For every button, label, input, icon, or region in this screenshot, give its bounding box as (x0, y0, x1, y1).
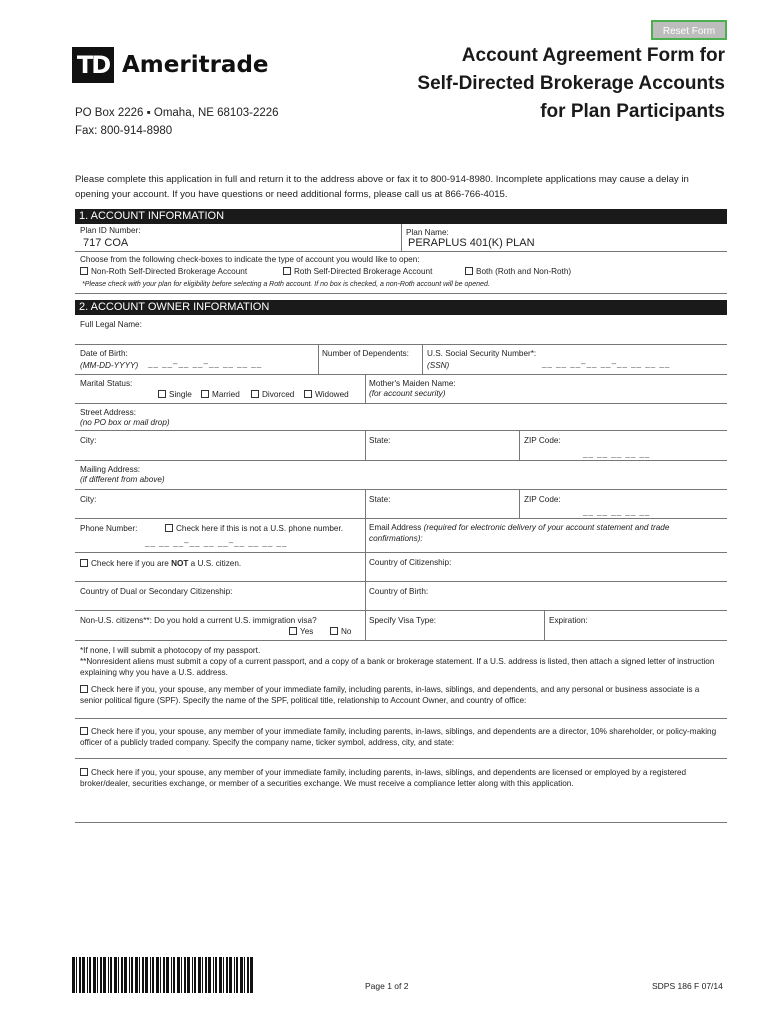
visa-no-option[interactable]: No (330, 626, 351, 637)
zip-field[interactable]: __ __ __ __ __ (583, 449, 651, 458)
checkbox[interactable] (80, 727, 88, 735)
ssn-field[interactable]: __ __ __–__ __–__ __ __ __ (542, 359, 671, 368)
checkbox[interactable] (251, 390, 259, 398)
plan-id-label: Plan ID Number: (80, 226, 141, 235)
checkbox[interactable] (165, 524, 173, 532)
visa-question: Non-U.S. citizens**: Do you hold a current U.S. immigration visa? (80, 616, 317, 625)
mailing-address-sub-label: (if different from above) (80, 475, 165, 484)
maiden-name-sub-label: (for account security) (369, 389, 446, 398)
address-line: PO Box 2226 ▪ Omaha, NE 68103-2226 (75, 107, 279, 119)
logo (72, 47, 269, 83)
marital-status-label: Marital Status: (80, 379, 133, 388)
reset-form-button[interactable]: Reset Form (651, 20, 727, 40)
section-2-header: 2. ACCOUNT OWNER INFORMATION (75, 300, 727, 315)
plan-name-label: Plan Name: (406, 228, 449, 237)
dob-field[interactable]: __ __–__ __–__ __ __ __ (148, 359, 263, 368)
dob-label: Date of Birth: (80, 349, 128, 358)
title-line-1: Account Agreement Form for (461, 45, 725, 66)
checkbox[interactable] (201, 390, 209, 398)
page-number: Page 1 of 2 (365, 981, 409, 991)
checkbox[interactable] (80, 267, 88, 275)
checkbox[interactable] (80, 768, 88, 776)
form-code: SDPS 186 F 07/14 (652, 981, 723, 991)
brand-name: Ameritrade (122, 52, 269, 78)
title-line-2: Self-Directed Brokerage Accounts (417, 73, 725, 94)
section-1-header: 1. ACCOUNT INFORMATION (75, 209, 727, 224)
non-us-phone-option[interactable]: Check here if this is not a U.S. phone number. (165, 523, 343, 534)
checkbox[interactable] (80, 559, 88, 567)
td-logo-mark: TD (72, 47, 114, 83)
visa-type-label: Specify Visa Type: (369, 616, 437, 625)
visa-yes-option[interactable]: Yes (289, 626, 313, 637)
plan-name-field[interactable]: PERAPLUS 401(K) PLAN (408, 237, 535, 249)
expiration-label: Expiration: (549, 616, 588, 625)
marital-widowed[interactable]: Widowed (304, 389, 349, 400)
email-label: Email Address (required for electronic delivery of your account statement and trade confirmations): (369, 523, 670, 543)
checkbox[interactable] (465, 267, 473, 275)
birth-country-label: Country of Birth: (369, 587, 429, 596)
checkbox[interactable] (330, 627, 338, 635)
marital-single[interactable]: Single (158, 389, 192, 400)
phone-label: Phone Number: (80, 524, 138, 533)
option-both[interactable]: Both (Roth and Non-Roth) (465, 266, 571, 277)
checkbox[interactable] (289, 627, 297, 635)
footnote-1: *If none, I will submit a photocopy of my passport. (80, 646, 261, 655)
intro-text: Please complete this application in full and return it to the address above or fax it to 800-914-8980. Incomplete applications may cause a delay in opening your account. If you have questions or need additional forms, please call us at 866-766-4015. (75, 174, 689, 200)
zip-label: ZIP Code: (524, 436, 561, 445)
phone-field[interactable]: __ __ __–__ __ __–__ __ __ __ (145, 538, 288, 547)
mailing-zip-field[interactable]: __ __ __ __ __ (583, 507, 651, 516)
dob-format: (MM-DD-YYYY) (80, 361, 139, 370)
roth-eligibility-note: *Please check with your plan for eligibility before selecting a Roth account. If no box is checked, a non-Roth account will be opened. (82, 281, 490, 288)
street-address-sub-label: (no PO box or mail drop) (80, 418, 170, 427)
director-option[interactable]: Check here if you, your spouse, any member of your immediate family, including parents, in-laws, siblings, and dependents are a director, 10% shareholder, or policy-making officer of a publicly traded company. Specify the company name, ticker symbol, address, city, and state: (80, 727, 717, 747)
fax-line: Fax: 800-914-8980 (75, 125, 173, 137)
mailing-address-label: Mailing Address: (80, 465, 141, 474)
option-roth[interactable]: Roth Self-Directed Brokerage Account (283, 266, 432, 277)
checkbox[interactable] (304, 390, 312, 398)
dual-citizenship-label: Country of Dual or Secondary Citizenship: (80, 587, 233, 596)
spf-option[interactable]: Check here if you, your spouse, any member of your immediate family, including parents, in-laws, siblings, and dependents, and any personal or business associate is a senior political figure (SPF). Specify the name of the SPF, political title, relationship to Account Owner, and country of office: (80, 685, 700, 705)
full-name-label: Full Legal Name: (80, 320, 142, 329)
page-title (417, 42, 725, 126)
street-address-label: Street Address: (80, 408, 136, 417)
checkbox[interactable] (283, 267, 291, 275)
checkbox[interactable] (80, 685, 88, 693)
city-label: City: (80, 436, 97, 445)
dependents-label: Number of Dependents: (322, 349, 409, 358)
ssn-sub-label: (SSN) (427, 361, 450, 370)
mailing-state-label: State: (369, 495, 391, 504)
ssn-label: U.S. Social Security Number*: (427, 349, 537, 358)
not-us-citizen-option[interactable]: Check here if you are NOT a U.S. citizen. (80, 558, 241, 569)
maiden-name-label: Mother's Maiden Name: (369, 379, 456, 388)
marital-married[interactable]: Married (201, 389, 240, 400)
citizenship-label: Country of Citizenship: (369, 558, 452, 567)
mailing-city-label: City: (80, 495, 97, 504)
account-type-instructions: Choose from the following check-boxes to indicate the type of account you would like to open: (80, 255, 420, 264)
broker-option[interactable]: Check here if you, your spouse, any member of your immediate family, including parents, in-laws, siblings, and dependents are licensed or employed by a registered broker/dealer, securities exchange, or member of a securities exchange. We must receive a compliance letter along with this application. (80, 768, 687, 788)
option-non-roth[interactable]: Non-Roth Self-Directed Brokerage Account (80, 266, 247, 277)
plan-id-field[interactable]: 717 COA (83, 237, 129, 249)
marital-divorced[interactable]: Divorced (251, 389, 294, 400)
state-label: State: (369, 436, 391, 445)
mailing-zip-label: ZIP Code: (524, 495, 561, 504)
barcode-image (72, 957, 254, 993)
title-line-3: for Plan Participants (540, 101, 725, 122)
footnote-2: **Nonresident aliens must submit a copy of a current passport, and a copy of a bank or brokerage statement. If a U.S. address is listed, then attach a signed letter of instruction explaining why you have a U.S. address. (80, 657, 715, 677)
mailing-address (75, 104, 279, 140)
checkbox[interactable] (158, 390, 166, 398)
